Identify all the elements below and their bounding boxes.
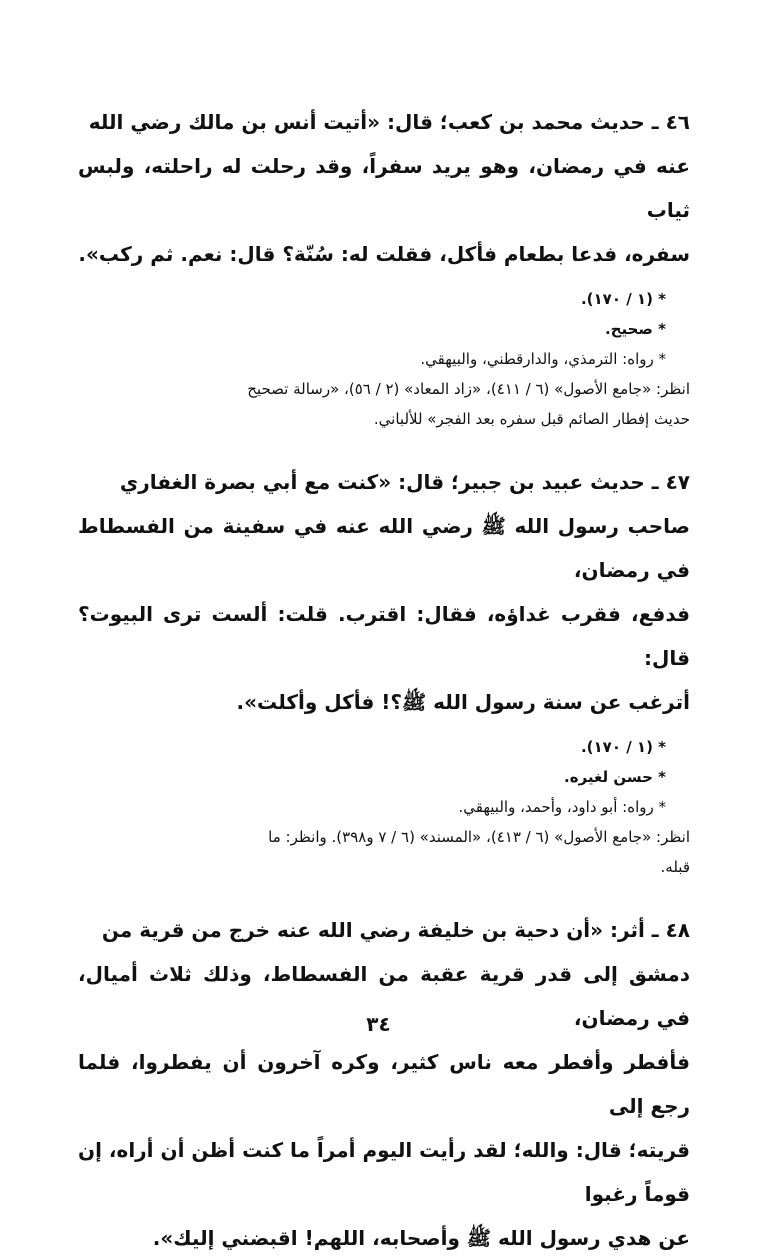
athar-48-line-1: ٤٨ ـ أثر: «أن دحية بن خليفة رضي الله عنه خرج من قرية من: [101, 918, 690, 942]
athar-48-line-3: فأفطر وأفطر معه ناس كثير، وكره آخرون أن يفطروا، فلما رجع إلى: [78, 1050, 690, 1118]
athar-48: [78, 908, 690, 1260]
hadith-47-grade: * حسن لغيره.: [564, 768, 666, 786]
hadith-46-reference-2: حديث إفطار الصائم قبل سفره بعد الفجر» للألباني.: [373, 410, 690, 428]
hadith-46-line-2: عنه في رمضان، وهو يريد سفراً، وقد رحلت له راحلته، ولبس ثياب: [78, 154, 690, 222]
hadith-47-line-4: أترغب عن سنة رسول الله ﷺ؟! فأكل وأكلت».: [236, 690, 690, 714]
hadith-46-narrators: * رواه: الترمذي، والدارقطني، والبيهقي.: [420, 350, 666, 368]
athar-48-line-5: عن هدي رسول الله ﷺ وأصحابه، اللهم! اقبضني إليك».: [152, 1226, 690, 1250]
hadith-46-line-1: ٤٦ ـ حديث محمد بن كعب؛ قال: «أتيت أنس بن مالك رضي الله: [88, 110, 690, 134]
page-number: ٣٤: [366, 1012, 391, 1036]
hadith-47-reference-1: انظر: «جامع الأصول» (٦ / ٤١٣)، «المسند» (٦ / ٧ و٣٩٨). وانظر: ما: [268, 828, 690, 846]
hadith-47-line-1: ٤٧ ـ حديث عبيد بن جبير؛ قال: «كنت مع أبي بصرة الغفاري: [119, 470, 690, 494]
hadith-47-line-3: فدفع، فقرب غداؤه، فقال: اقترب. قلت: ألست ترى البيوت؟ قال:: [78, 602, 690, 670]
hadith-47-reference-2: قبله.: [660, 858, 690, 876]
hadith-47-volume: * (١ / ١٧٠).: [580, 738, 666, 756]
hadith-47-line-2: صاحب رسول الله ﷺ رضي الله عنه في سفينة من الفسطاط في رمضان،: [78, 514, 690, 582]
hadith-46-volume: * (١ / ١٧٠).: [580, 290, 666, 308]
hadith-47-narrators: * رواه: أبو داود، وأحمد، والبيهقي.: [458, 798, 666, 816]
athar-48-line-4: قريته؛ قال: والله؛ لقد رأيت اليوم أمراً ما كنت أظن أن أراه، إن قوماً رغبوا: [78, 1138, 690, 1206]
hadith-47: [78, 460, 690, 882]
hadith-46-line-3: سفره، فدعا بطعام فأكل، فقلت له: سُنّة؟ قال: نعم. ثم ركب».: [78, 242, 690, 266]
hadith-46-reference-1: انظر: «جامع الأصول» (٦ / ٤١١)، «زاد المعاد» (٢ / ٥٦)، «رسالة تصحيح: [247, 380, 690, 398]
athar-48-line-2: دمشق إلى قدر قرية عقبة من الفسطاط، وذلك ثلاث أميال، في رمضان،: [78, 962, 690, 1030]
hadith-46-grade: * صحيح.: [604, 320, 666, 338]
page-body: [78, 100, 690, 1260]
hadith-46: [78, 100, 690, 434]
